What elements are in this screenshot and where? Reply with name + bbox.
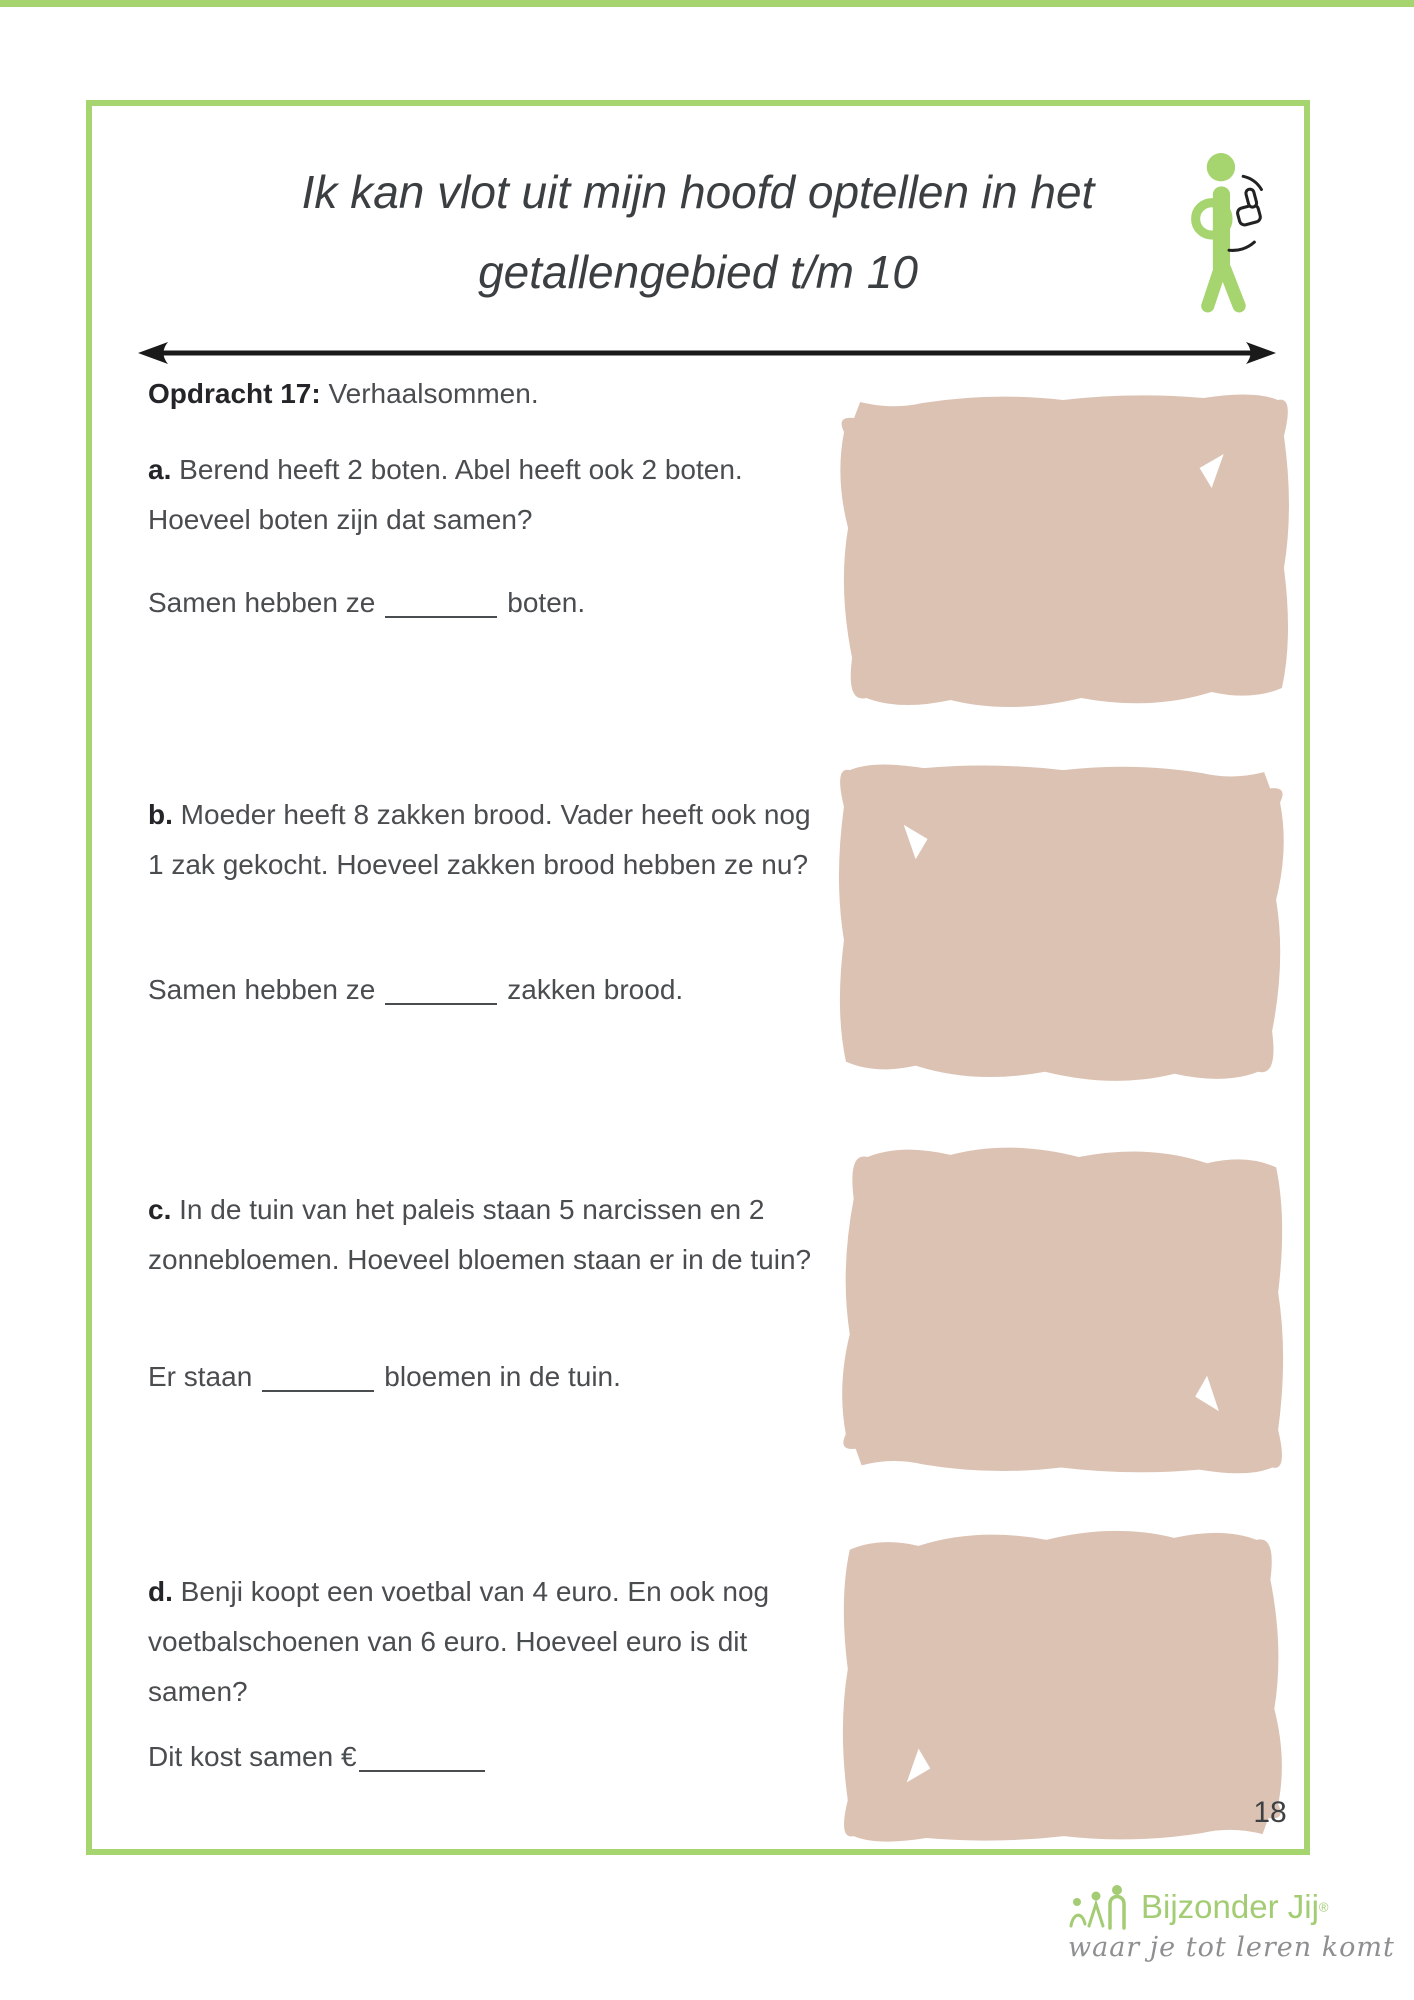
brand-name: Bijzonder Jij (1141, 1888, 1319, 1925)
assignment-label: Opdracht 17: (148, 378, 321, 409)
task-a-answer-line (148, 578, 585, 628)
task-d-answer-blank (359, 1740, 485, 1772)
task-a-answer-blank (385, 586, 497, 618)
task-c-answer-line (148, 1352, 621, 1402)
task-b-answer-prefix: Samen hebben ze (148, 974, 376, 1005)
task-c-question (148, 1185, 824, 1285)
page-number: 18 (1253, 1796, 1287, 1829)
task-b-answer-suffix: zakken brood. (507, 974, 684, 1005)
task-c-answer-prefix: Er staan (148, 1361, 253, 1392)
task-a-question-text: Berend heeft 2 boten. Abel heeft ook 2 boten. Hoeveel boten zijn dat samen? (148, 454, 743, 535)
work-area-blob-c (832, 1132, 1290, 1480)
task-d-answer-line (148, 1732, 495, 1782)
page-title-line1: Ik kan vlot uit mijn hoofd optellen in het (301, 166, 1095, 218)
assignment-name: Verhaalsommen. (328, 378, 539, 409)
task-d-answer-prefix: Dit kost samen € (148, 1741, 357, 1772)
task-b-question (148, 790, 824, 890)
task-a-question (148, 445, 824, 545)
task-d-label: d. (148, 1576, 173, 1607)
work-area-blob-b (832, 758, 1294, 1096)
page-title (86, 152, 1310, 312)
brand-tagline: waar je tot leren komt (1068, 1932, 1395, 1963)
task-b-answer-line (148, 965, 683, 1015)
task-c-answer-blank (262, 1360, 374, 1392)
task-c-question-text: In de tuin van het paleis staan 5 narcissen en 2 zonnebloemen. Hoeveel bloemen staan er in de tuin? (148, 1194, 812, 1275)
task-c-answer-suffix: bloemen in de tuin. (384, 1361, 621, 1392)
page-title-line2: getallengebied t/m 10 (478, 246, 918, 298)
footer-logo (1068, 1882, 1395, 1963)
task-d-question-text: Benji koopt een voetbal van 4 euro. En ook nog voetbalschoenen van 6 euro. Hoeveel euro is dit samen? (148, 1576, 770, 1707)
task-b-label: b. (148, 799, 173, 830)
task-b-answer-blank (385, 973, 497, 1005)
task-a-answer-suffix: boten. (507, 587, 586, 618)
task-d-question (148, 1567, 824, 1717)
double-headed-arrow (138, 340, 1276, 366)
task-a-label: a. (148, 454, 172, 485)
task-a-answer-prefix: Samen hebben ze (148, 587, 376, 618)
top-accent-strip (0, 0, 1414, 7)
registered-mark: ® (1318, 1899, 1329, 1915)
task-c-label: c. (148, 1194, 172, 1225)
work-area-blob-a (830, 388, 1296, 722)
assignment-heading (148, 372, 539, 416)
three-figures-icon (1068, 1883, 1132, 1931)
work-area-blob-d (836, 1516, 1292, 1848)
thumbs-up-person-icon (1186, 150, 1266, 314)
task-b-question-text: Moeder heeft 8 zakken brood. Vader heeft ook nog 1 zak gekocht. Hoeveel zakken brood hebben ze nu? (148, 799, 811, 880)
